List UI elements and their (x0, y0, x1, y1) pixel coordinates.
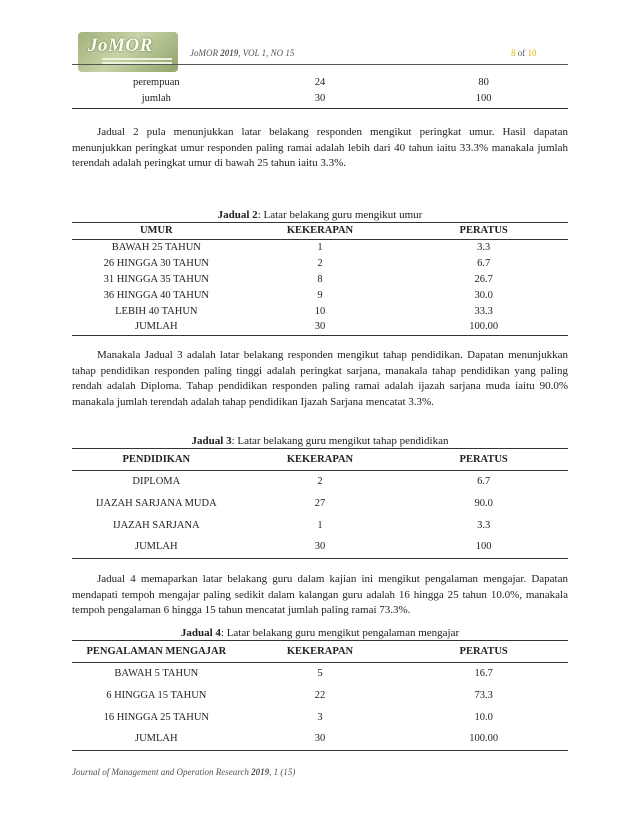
table-row (72, 319, 568, 335)
table-cell: 3.3 (477, 519, 491, 531)
table-cell: 6.7 (477, 257, 491, 269)
table2-header-cell: UMUR (72, 223, 241, 239)
table3-caption-text: : Latar belakang guru mengikut tahap pendidikan (231, 435, 449, 447)
table3-header-cell: PERATUS (399, 449, 568, 470)
table-cell: 100.00 (399, 728, 568, 750)
page-current: 8 (511, 48, 516, 58)
table-cell: 100.00 (399, 319, 568, 335)
table-cell: LEBIH 40 TAHUN (115, 305, 198, 317)
table-cell: BAWAH 25 TAHUN (111, 241, 201, 253)
table-cell: 6 HINGGA 15 TAHUN (106, 689, 207, 701)
header-journal: JoMOR (190, 48, 218, 58)
table-cell: 30 (241, 728, 400, 750)
table2-header-cell: PERATUS (399, 223, 568, 239)
table-cell: 26.7 (474, 273, 493, 285)
table-cell: 8 (317, 273, 323, 285)
table-cell: 100 (475, 92, 492, 104)
table-row (72, 255, 568, 271)
table2-caption (72, 209, 568, 221)
table-row (72, 303, 568, 319)
footer-year: 2019 (251, 767, 270, 777)
table-row (72, 514, 568, 536)
table-row (72, 728, 568, 750)
table-row (72, 662, 568, 684)
table-cell: 22 (314, 689, 326, 701)
header-divider (72, 64, 568, 65)
table-cell: 100 (399, 536, 568, 558)
table-row (72, 287, 568, 303)
table-cell: perempuan (132, 76, 180, 88)
table-cell: 24 (314, 76, 326, 88)
table-cell: 2 (317, 475, 323, 487)
footer-issue: , 1 (15) (269, 767, 296, 777)
table-cell: 16 HINGGA 25 TAHUN (103, 711, 210, 723)
table3-caption-label: Jadual 3 (191, 435, 232, 447)
table-row (72, 706, 568, 728)
header-volume: , VOL 1, NO 15 (238, 48, 295, 58)
footer-journal: Journal of Management and Operation Research (72, 767, 249, 777)
table-cell: 9 (317, 289, 323, 301)
table-cell: DIPLOMA (132, 475, 181, 487)
table-cell: 10 (314, 305, 326, 317)
table-cell: 31 HINGGA 35 TAHUN (103, 273, 210, 285)
table3-header-cell: KEKERAPAN (241, 449, 400, 470)
table-row (72, 536, 568, 558)
running-header (190, 48, 294, 58)
table-cell: BAWAH 5 TAHUN (114, 667, 199, 679)
table4 (72, 641, 568, 751)
table-cell: 30.0 (474, 289, 493, 301)
table4-header-cell: PERATUS (399, 641, 568, 662)
paragraph-jadual4-intro: Jadual 4 memaparkan latar belakang guru dalam kajian ini mengikut pengalaman mengajar. Dapatan mendapati tempoh mengajar paling sedikit dalam kalangan guru adalah 16 hingga 25 tahun 10.0%, manakala tempoh pengalaman 6 hingga 15 tahun mencatat jumlah paling ramai 73.3%. (72, 573, 568, 617)
table-cell: 27 (314, 497, 326, 509)
header-year: 2019 (220, 48, 239, 58)
logo-tagline-lines (102, 58, 172, 60)
table-cell: 1 (317, 241, 323, 253)
table-row (72, 239, 568, 255)
table-cell: 30 (241, 319, 400, 335)
table-cell: IJAZAH SARJANA MUDA (95, 497, 217, 509)
table1-continuation (72, 74, 568, 106)
table4-header-cell: PENGALAMAN MENGAJAR (72, 641, 241, 662)
table-cell: 30 (314, 92, 326, 104)
table-cell: jumlah (141, 92, 171, 104)
table2-caption-text: : Latar belakang guru mengikut umur (257, 209, 423, 221)
table-cell: 30 (241, 536, 400, 558)
table-row (72, 74, 568, 90)
table-cell: 36 HINGGA 40 TAHUN (103, 289, 210, 301)
page-total: 10 (527, 48, 537, 58)
page-footer (72, 767, 295, 777)
table-cell: 80 (478, 76, 489, 88)
table2-header-cell: KEKERAPAN (241, 223, 400, 239)
table3 (72, 449, 568, 559)
table-cell: 90.0 (474, 497, 493, 509)
table-cell: JUMLAH (72, 536, 241, 558)
table4-caption (72, 627, 568, 639)
table-cell: 3 (317, 711, 323, 723)
table4-header-cell: KEKERAPAN (241, 641, 400, 662)
page-number (511, 48, 537, 58)
table2-caption-label: Jadual 2 (217, 209, 258, 221)
table3-header-cell: PENDIDIKAN (72, 449, 241, 470)
table-cell: 73.3 (474, 689, 493, 701)
table4-caption-text: : Latar belakang guru mengikut pengalaman mengajar (220, 627, 460, 639)
table-cell: JUMLAH (72, 728, 241, 750)
table-cell: 33.3 (474, 305, 493, 317)
journal-logo (78, 32, 178, 72)
table4-caption-label: Jadual 4 (180, 627, 221, 639)
table-row (72, 271, 568, 287)
table-cell: 3.3 (477, 241, 491, 253)
page-of: of (517, 48, 526, 58)
table-cell: 16.7 (474, 667, 493, 679)
paragraph-jadual2-intro: Jadual 2 pula menunjukkan latar belakang responden mengikut peringkat umur. Hasil dapatan menunjukkan peringkat umur responden paling ramai adalah lebih dari 40 tahun iaitu 33.3% manakala jumlah terendah adalah peringkat umur di bawah 25 tahun iaitu 3.3%. (72, 126, 568, 170)
table-cell: 5 (317, 667, 323, 679)
table-cell: 2 (317, 257, 323, 269)
table-row (72, 684, 568, 706)
table-cell: JUMLAH (72, 319, 241, 335)
table-row (72, 492, 568, 514)
table-row (72, 470, 568, 492)
table-cell: 6.7 (477, 475, 491, 487)
table-cell: IJAZAH SARJANA (112, 519, 200, 531)
table3-caption (72, 435, 568, 447)
table-cell: 26 HINGGA 30 TAHUN (103, 257, 210, 269)
table-cell: 1 (317, 519, 323, 531)
table2 (72, 223, 568, 336)
logo-text: JoMOR (88, 35, 153, 56)
table-cell: 10.0 (474, 711, 493, 723)
table-row (72, 90, 568, 106)
table1-bottom-rule (72, 108, 568, 109)
paragraph-jadual3-intro: Manakala Jadual 3 adalah latar belakang responden mengikut tahap pendidikan. Dapatan menunjukkan tahap pendidikan responden paling tinggi adalah peringkat sarjana, manakala tahap pendidikan yang paling rendah adalah Diploma. Tahap pendidikan responden paling ramai adalah ijazah sarjana muda iaitu 90.0% manakala jumlah terendah adalah tahap pendidikan Ijazah Sarjana mencatat 3.3%. (72, 349, 568, 408)
